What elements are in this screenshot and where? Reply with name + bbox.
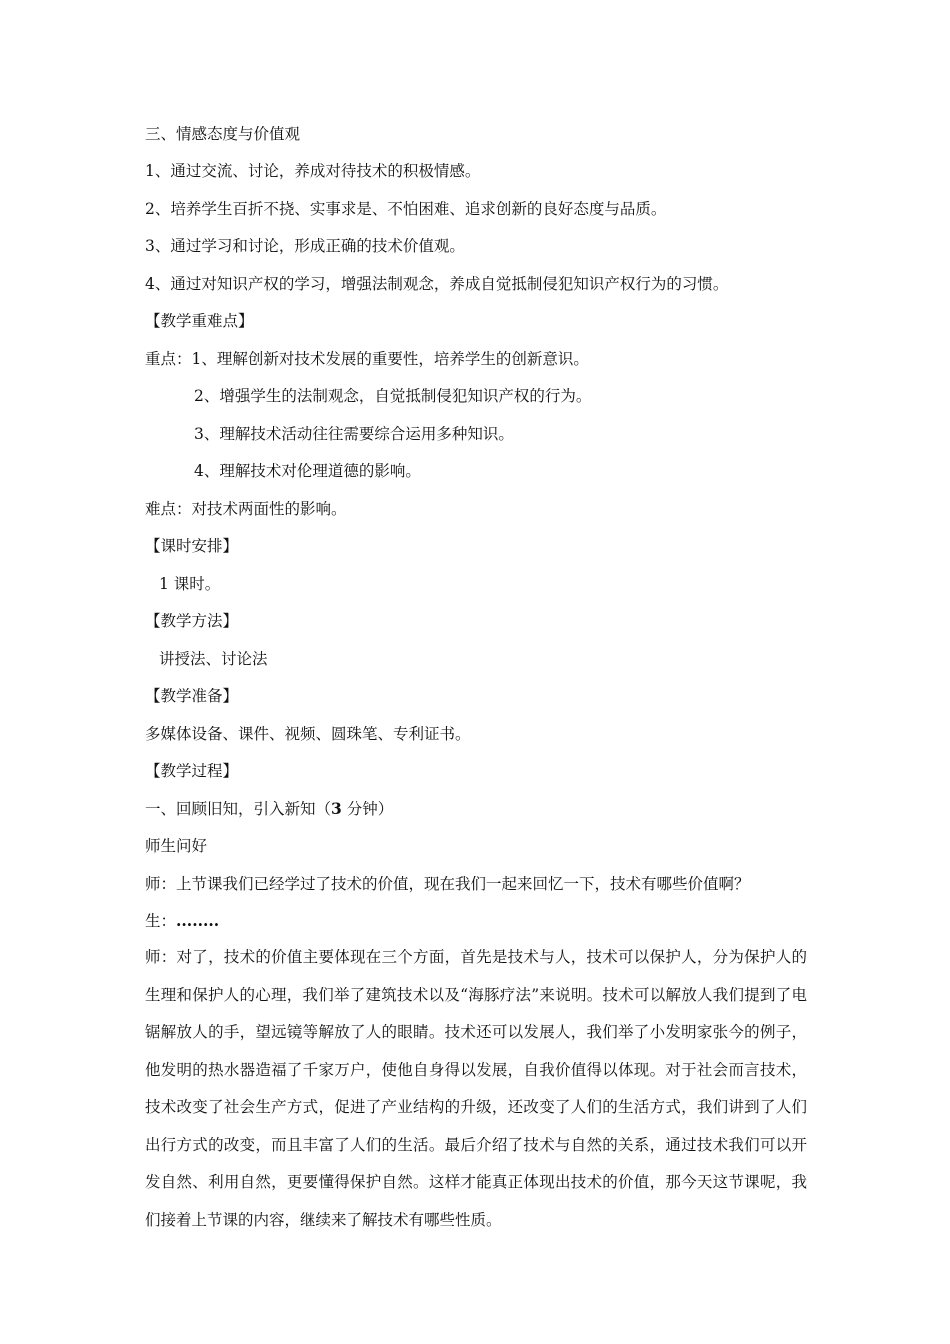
section-heading-attitude: 三、情感态度与价值观 (145, 125, 301, 143)
key-points-heading: 【教学重难点】 (145, 312, 254, 330)
step1-heading (145, 799, 393, 819)
focus-item-3: 3、理解技术活动往往需要综合运用多种知识。 (194, 425, 514, 443)
step1-prefix: 一、回顾旧知，引入新知（ (145, 800, 332, 818)
attitude-item-1: 1、通过交流、讨论，养成对待技术的积极情感。 (145, 162, 481, 180)
focus-item-4: 4、理解技术对伦理道德的影响。 (194, 462, 421, 480)
step1-number: 3 (331, 799, 342, 818)
student-label: 生： (145, 912, 177, 930)
student-answer-line (145, 911, 219, 931)
student-answer: ........ (176, 911, 220, 930)
difficulty-text: 难点：对技术两面性的影响。 (145, 500, 347, 518)
methods-text: 讲授法、讨论法 (159, 650, 268, 668)
preparation-heading: 【教学准备】 (145, 687, 239, 705)
schedule-text: 1 课时。 (159, 575, 221, 593)
teacher-question: 师：上节课我们已经学过了技术的价值，现在我们一起来回忆一下，技术有哪些价值啊？ (145, 875, 750, 893)
focus-item-2: 2、增强学生的法制观念，自觉抵制侵犯知识产权的行为。 (194, 387, 592, 405)
process-heading: 【教学过程】 (145, 762, 239, 780)
attitude-item-2: 2、培养学生百折不挠、实事求是、不怕困难、追求创新的良好态度与品质。 (145, 200, 667, 218)
attitude-item-3: 3、通过学习和讨论，形成正确的技术价值观。 (145, 237, 465, 255)
attitude-item-4: 4、通过对知识产权的学习，增强法制观念，养成自觉抵制侵犯知识产权行为的习惯。 (145, 275, 729, 293)
schedule-heading: 【课时安排】 (145, 537, 239, 555)
preparation-text: 多媒体设备、课件、视频、圆珠笔、专利证书。 (145, 725, 471, 743)
methods-heading: 【教学方法】 (145, 612, 239, 630)
focus-item-1: 重点：1、理解创新对技术发展的重要性，培养学生的创新意识。 (145, 350, 589, 368)
greeting-text: 师生问好 (145, 837, 208, 855)
teacher-summary-paragraph: 师：对了，技术的价值主要体现在三个方面，首先是技术与人，技术可以保护人，分为保护人的生理和保护人的心理，我们举了建筑技术以及“海豚疗法”来说明。技术可以解放人我们提到了电锯解放人的手，望远镜等解放了人的眼睛。技术还可以发展人，我们举了小发明家张今的例子，他发明的热水器造福了千家万户，使他自身得以发展，自我价值得以体现。对于社会而言技术，技术改变了社会生产方式，促进了产业结构的升级，还改变了人们的生活方式，我们讲到了人们出行方式的改变，而且丰富了人们的生活。最后介绍了技术与自然的关系，通过技术我们可以开发自然、利用自然，更要懂得保护自然。这样才能真正体现出技术的价值，那今天这节课呢，我们接着上节课的内容，继续来了解技术有哪些性质。 (145, 948, 807, 1229)
step1-suffix: 分钟） (341, 800, 394, 818)
